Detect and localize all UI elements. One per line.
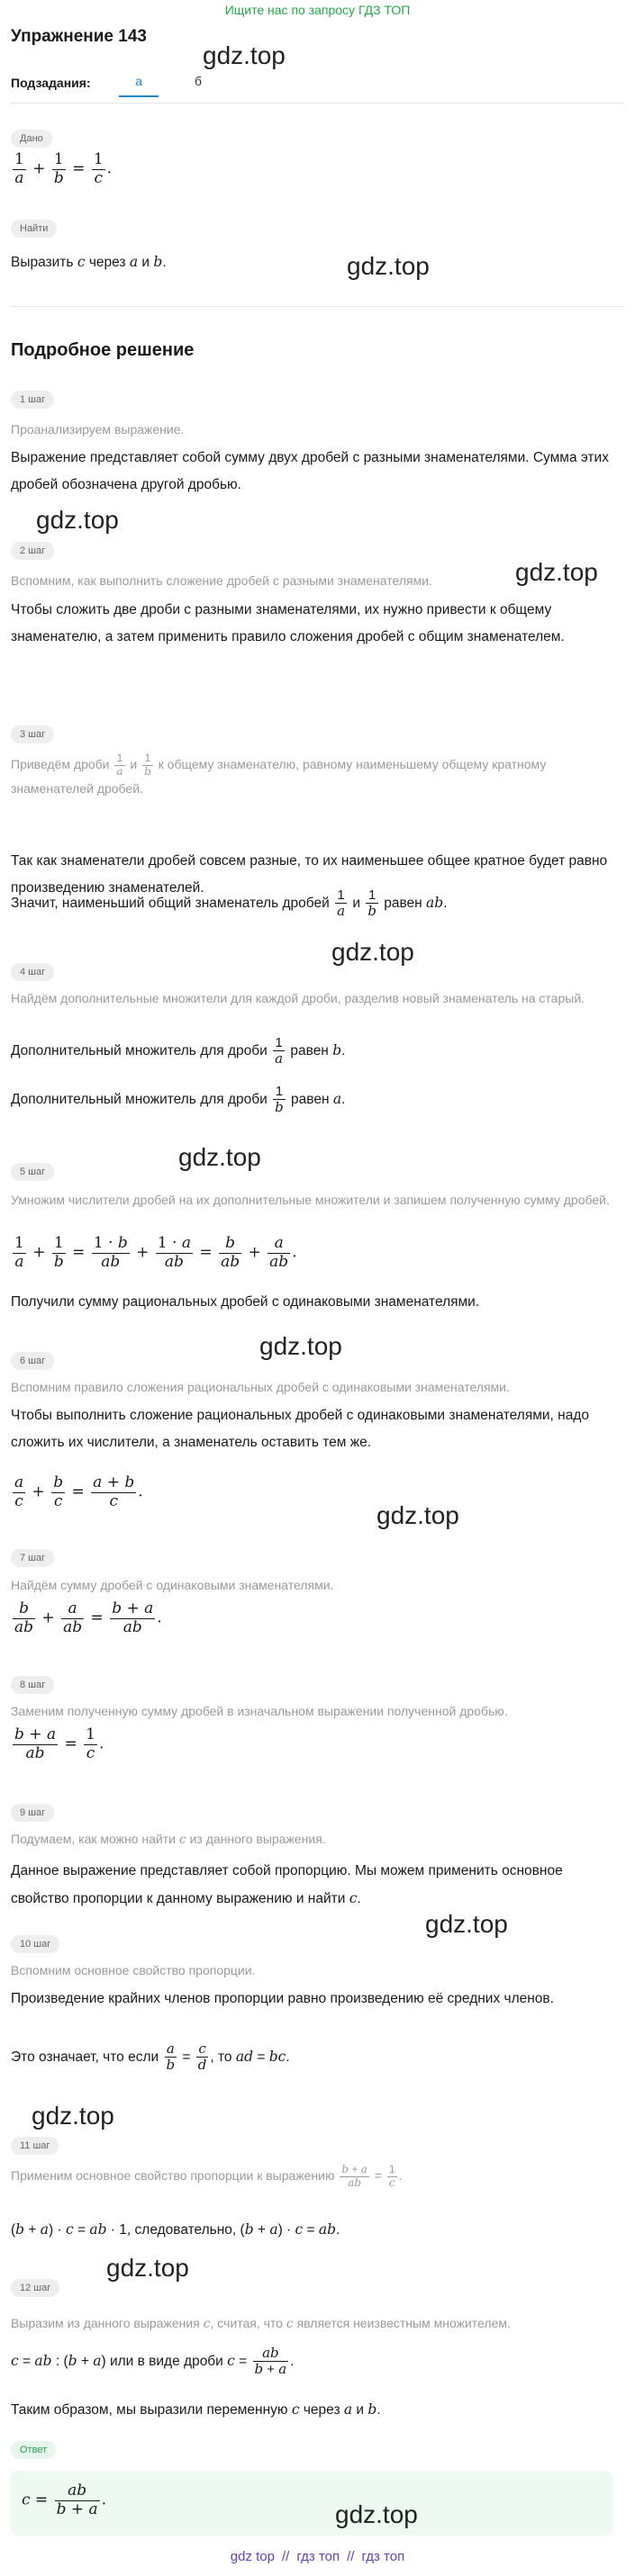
- step-hint: Умножим числители дробей на их дополнительные множители и запишем полученную сумму дробей.: [11, 1193, 610, 1207]
- step-text: Получили сумму рациональных дробей с одинаковыми знаменателями.: [11, 1294, 480, 1310]
- step-equation: $\frac{b + a}{ab}$ = $\frac{1}{c}$ .: [14, 1725, 104, 1762]
- step-hint: Вспомним основное свойство пропорции.: [11, 1963, 256, 1977]
- watermark: gdz.top: [178, 1143, 261, 1171]
- step-chip: 3 шаг: [11, 725, 54, 743]
- tab-a[interactable]: а: [119, 74, 159, 97]
- step-text: Дополнительный множитель для дроби $\frac{1}{a}$ равен b.: [11, 1035, 346, 1067]
- answer-chip: Ответ: [11, 2441, 56, 2459]
- step-hint: Вспомним правило сложения рациональных дробей с одинаковыми знаменателями.: [11, 1380, 510, 1394]
- answer-equation: c = $\frac{ab}{b + a}$ .: [22, 2481, 107, 2518]
- footer-links: [0, 2549, 635, 2564]
- step-chip: 12 шаг: [11, 2279, 59, 2297]
- footer-separator: //: [282, 2549, 290, 2564]
- step-chip: 5 шаг: [11, 1163, 54, 1181]
- step-hint: Вспомним, как выполнить сложение дробей с разными знаменателями.: [11, 573, 432, 588]
- watermark: gdz.top: [335, 2500, 418, 2528]
- subtask-label: Подзадания:: [11, 76, 91, 90]
- step-text: Данное выражение представляет собой пропорцию. Мы можем применить основное свойство пропорции к данному выражению и найти c.: [11, 1863, 563, 1906]
- solution-title: Подробное решение: [11, 340, 195, 360]
- step-chip: 4 шаг: [11, 963, 54, 981]
- step-text: (b + a) · c = ab · 1, следовательно, (b + a) · c = ab.: [11, 2221, 340, 2238]
- step-text: Произведение крайних членов пропорции равно произведению её средних членов.: [11, 1991, 554, 2006]
- step-text: Выражение представляет собой сумму двух дробей с разными знаменателями. Сумма этих дробей обозначена другой дробью.: [11, 450, 609, 492]
- find-text: Выразить c через a и b.: [11, 254, 167, 270]
- step-chip: 10 шаг: [11, 1935, 59, 1953]
- step-hint: Заменим полученную сумму дробей в изначальном выражении полученной дробью.: [11, 1704, 508, 1718]
- given-equation: $\frac{1}{a}$ + $\frac{1}{b}$ = $\frac{1}{c}$ .: [14, 150, 113, 187]
- step-hint: Проанализируем выражение.: [11, 422, 185, 437]
- step-hint: Приведём дроби $\frac{1}{a}$ и $\frac{1}{b}$ к общему знаменателю, равному наименьшему общему кратному знаменателей дробей.: [11, 752, 547, 796]
- watermark: gdz.top: [376, 1501, 459, 1529]
- step-text-2: Это означает, что если $\frac{a}{b}$ = $\frac{c}{d}$ , то ad = bc.: [11, 2040, 290, 2074]
- step-chip: 1 шаг: [11, 391, 54, 409]
- footer-link[interactable]: гдз топ: [361, 2549, 405, 2564]
- step-text: c = ab : (b + a) или в виде дроби c = $\frac{ab}{b + a}$ .: [11, 2345, 295, 2378]
- watermark: gdz.top: [203, 41, 286, 69]
- step-text: Чтобы сложить две дроби с разными знаменателями, их нужно привести к общему знаменателю, а затем применить правило сложения дробей с общим знаменателем.: [11, 602, 565, 644]
- step-hint: Выразим из данного выражения c, считая, что c является неизвестным множителем.: [11, 2316, 511, 2331]
- step-text-2: Таким образом, мы выразили переменную c через a и b.: [11, 2401, 381, 2418]
- watermark: gdz.top: [331, 938, 414, 966]
- step-chip: 8 шаг: [11, 1676, 54, 1694]
- step-chip: 2 шаг: [11, 542, 54, 560]
- find-chip: Найти: [11, 220, 57, 238]
- divider: [11, 103, 623, 104]
- step-hint: Применим основное свойство пропорции к выражению $\frac{b + a}{ab}$ = $\frac{1}{c}$ .: [11, 2163, 403, 2189]
- watermark: gdz.top: [259, 1332, 342, 1360]
- step-equation: $\frac{1}{a}$ + $\frac{1}{b}$ = $\frac{1 \cdot b}{ab}$ + $\frac{1 \cdot a}{ab}$ = $\frac{b}{ab}$ + $\frac{a}{ab}$ .: [14, 1234, 297, 1271]
- step-chip: 11 шаг: [11, 2137, 59, 2155]
- watermark: gdz.top: [425, 1910, 508, 1938]
- watermark: gdz.top: [36, 506, 119, 534]
- footer-link[interactable]: gdz top: [230, 2549, 275, 2564]
- step-equation: $\frac{a}{c}$ + $\frac{b}{c}$ = $\frac{a + b}{c}$ .: [14, 1473, 143, 1510]
- watermark: gdz.top: [32, 2102, 114, 2130]
- watermark: gdz.top: [347, 252, 430, 280]
- step-chip: 6 шаг: [11, 1352, 54, 1370]
- footer-link[interactable]: гдз топ: [296, 2549, 340, 2564]
- tab-b[interactable]: б: [194, 74, 203, 88]
- step-text-2: Дополнительный множитель для дроби $\frac{1}{b}$ равен a.: [11, 1084, 346, 1116]
- step-hint: Найдём дополнительные множители для каждой дроби, разделив новый знаменатель на старый.: [11, 991, 585, 1005]
- footer-separator: //: [347, 2549, 355, 2564]
- step-chip: 7 шаг: [11, 1549, 54, 1567]
- step-text-2: Значит, наименьший общий знаменатель дробей $\frac{1}{a}$ и $\frac{1}{b}$ равен ab.: [11, 887, 448, 920]
- watermark: gdz.top: [106, 2254, 189, 2282]
- given-chip: Дано: [11, 130, 52, 148]
- watermark: gdz.top: [515, 558, 598, 586]
- step-equation: $\frac{b}{ab}$ + $\frac{a}{ab}$ = $\frac{b + a}{ab}$ .: [14, 1599, 162, 1636]
- step-hint: Подумаем, как можно найти c из данного выражения.: [11, 1832, 326, 1847]
- page-title: Упражнение 143: [11, 27, 147, 46]
- subtask-row: [11, 74, 203, 90]
- top-banner[interactable]: Ищите нас по запросу ГДЗ ТОП: [224, 3, 411, 17]
- step-hint: Найдём сумму дробей с одинаковыми знаменателями.: [11, 1578, 334, 1592]
- step-text: Чтобы выполнить сложение рациональных дробей с одинаковыми знаменателями, надо сложить их числители, а знаменатель оставить тем же.: [11, 1408, 590, 1450]
- step-chip: 9 шаг: [11, 1804, 54, 1822]
- step-text: Так как знаменатели дробей совсем разные, то их наименьшее общее кратное будет равно произведению знаменателей.: [11, 853, 608, 896]
- divider: [11, 306, 623, 307]
